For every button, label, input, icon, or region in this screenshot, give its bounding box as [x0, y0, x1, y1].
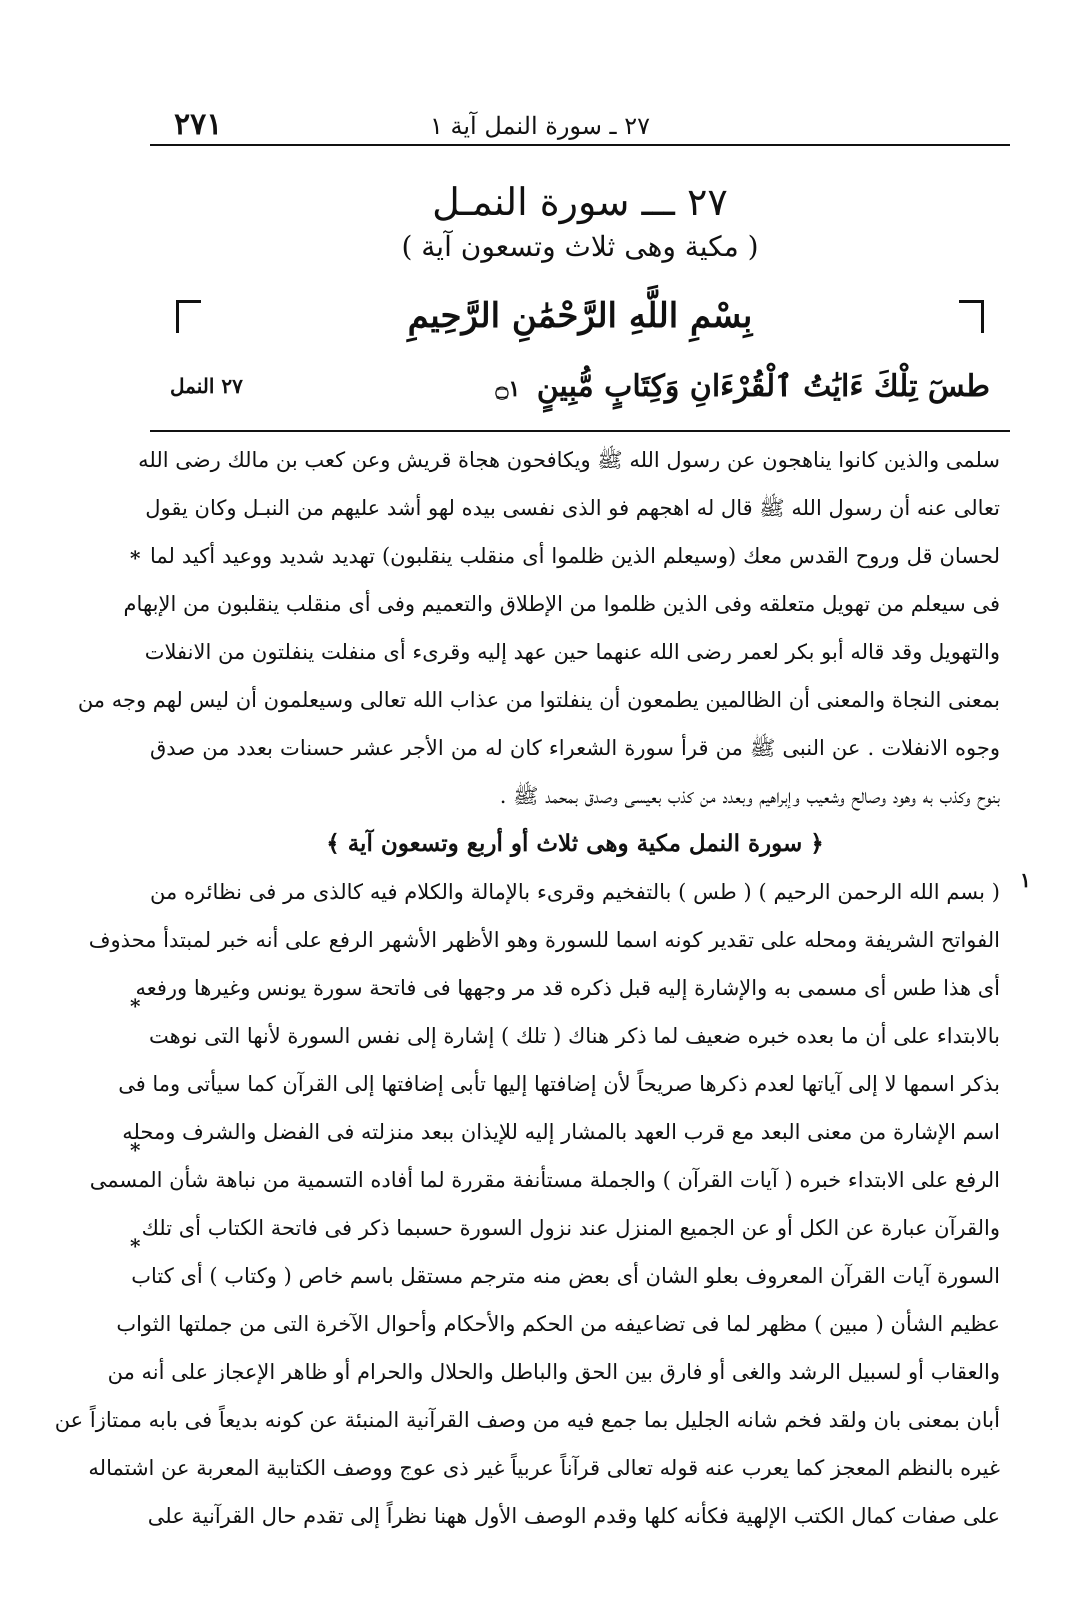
running-title: ٢٧ ـ سورة النمل آية ١	[429, 112, 650, 140]
running-header	[150, 100, 1010, 146]
commentary-line: فى سيعلم من تهويل متعلقه وفى الذين ظلموا من الإطلاق والتعميم وفى أى منقلب ينقلبون من الإبهام	[123, 592, 1000, 616]
surah-title: ٢٧ ـــ سورة النمـل	[432, 180, 728, 224]
commentary-line: على صفات كمال الكتب الإلهية فكأنه كلها وقدم الوصف الأول ههنا نظراً إلى تقدم حال القرآنية على	[147, 1504, 1000, 1528]
quran-verse	[496, 369, 1010, 404]
commentary-line: بمعنى النجاة والمعنى أن الظالمين يطمعون أن ينفلتوا من عذاب الله تعالى وسيعلمون أن ليس لهم وجه من	[77, 688, 1000, 712]
margin-star: *	[130, 546, 141, 570]
surah-subtitle: ( مكية وهى ثلاث وتسعون آية )	[401, 230, 759, 263]
commentary-line: عظيم الشأن ( مبين ) مظهر لما فى تضاعيفه من الحكم والأحكام وأحوال الآخرة التى من جملتها الثواب	[116, 1312, 1000, 1336]
commentary-body	[54, 436, 1000, 1540]
margin-verse-number: ١	[1020, 868, 1031, 892]
page-number: ٢٧١	[174, 107, 223, 142]
basmala: بِسْمِ اللَّهِ الرَّحْمَٰنِ الرَّحِيمِ	[407, 296, 753, 336]
verse-text: طسٓ تِلْكَ ءَايَٰتُ ٱلْقُرْءَانِ وَكِتَابٍ مُّبِينٍ	[536, 368, 990, 404]
commentary-line: بذكر اسمها لا إلى آياتها لعدم ذكرها صريحاً لأن إضافتها إليها تأبى إضافتها إلى القرآن كما سيأتى وما فى	[118, 1072, 1000, 1096]
margin-star: *	[130, 994, 141, 1018]
commentary-line: غيره بالنظم المعجز كما يعرب عنه قوله تعالى قرآناً عربياً غير ذى عوج ووصف الكتابية المعربة عن اشتماله	[88, 1456, 1000, 1480]
commentary-line: بنوح وكذب به وهود وصالح وشعيب وإبراهيم وبعدد من كذب بعيسى وصدق بمحمد ﷺ .	[499, 784, 1000, 808]
commentary-line: والتهويل وقد قاله أبو بكر لعمر رضى الله عنهما حين عهد إليه وقرىء أى منفلت ينفلتون من الانفلات	[144, 640, 1000, 664]
commentary-line: اسم الإشارة من معنى البعد مع قرب العهد بالمشار إليه للإيذان ببعد منزلته فى الفضل والشرف ومحله	[122, 1120, 1000, 1144]
commentary-line: أى هذا طس أى مسمى به والإشارة إليه قبل ذكره قد مر وجهها فى فاتحة سورة يونس وغيرها ورفعه	[135, 976, 1000, 1000]
surah-side-label: ٢٧ النمل	[170, 374, 243, 398]
margin-star: *	[130, 1234, 141, 1258]
divider	[150, 430, 1010, 432]
corner-bracket-left	[176, 300, 201, 333]
commentary-line: وجوه الانفلات . عن النبى ﷺ من قرأ سورة الشعراء كان له من الأجر عشر حسنات بعدد من صدق	[150, 736, 1000, 760]
verse-end-marker: ۝١	[495, 375, 521, 402]
commentary-line: ( بسم الله الرحمن الرحيم ) ( طس ) بالتفخيم وقرىء بالإمالة والكلام فيه كالذى مر فى نظائره من	[150, 880, 1000, 904]
commentary-line: والعقاب أو لسبيل الرشد والغى أو فارق بين الحق والباطل والحلال والحرام أو ظاهر الإعجاز على أنه من	[107, 1360, 1000, 1384]
margin-star: *	[130, 1138, 141, 1162]
verse-row	[150, 362, 1010, 410]
commentary-line: تعالى عنه أن رسول الله ﷺ قال له اهجهم فو الذى نفسى بيده لهو أشد عليهم من النبـل وكان يقول	[145, 496, 1000, 520]
corner-bracket-right	[959, 300, 984, 333]
commentary-line: بالابتداء على أن ما بعده خبره ضعيف لما ذكر هناك ( تلك ) إشارة إلى نفس السورة لأنها التى نوهت	[149, 1024, 1000, 1048]
commentary-line: الفواتح الشريفة ومحله على تقدير كونه اسما للسورة وهو الأظهر الأشهر الرفع على أنه خبر لمبتدأ محذوف	[88, 928, 1000, 952]
commentary-line: لحسان قل وروح القدس معك (وسيعلم الذين ظلموا أى منقلب ينقلبون) تهديد شديد ووعيد أكيد لما	[150, 544, 1000, 568]
commentary-line: الرفع على الابتداء خبره ( آيات القرآن ) والجملة مستأنفة مقررة لما أفاده التسمية من نباهة شأن المسمى	[89, 1168, 1000, 1192]
commentary-line: سلمى والذين كانوا يناهجون عن رسول الله ﷺ ويكافحون هجاة قريش وعن كعب بن مالك رضى الله	[138, 448, 1000, 472]
commentary-line: والقرآن عبارة عن الكل أو عن الجميع المنزل عند نزول السورة حسبما ذكر فى فاتحة الكتاب أى تلك	[141, 1216, 1000, 1240]
commentary-line: أبان بمعنى بان ولقد فخم شانه الجليل بما جمع فيه من وصف القرآنية المنبئة عن كونه بديعاً فى بابه ممتازاً عن	[54, 1408, 1000, 1432]
basmala-box	[170, 292, 990, 352]
commentary-line: السورة آيات القرآن المعروف بعلو الشان أى بعض منه مترجم مستقل باسم خاص ( وكتاب ) أى كتاب	[131, 1264, 1000, 1288]
section-heading: ﴿ سورة النمل مكية وهى ثلاث أو أربع وتسعون آية ﴾	[326, 830, 824, 857]
